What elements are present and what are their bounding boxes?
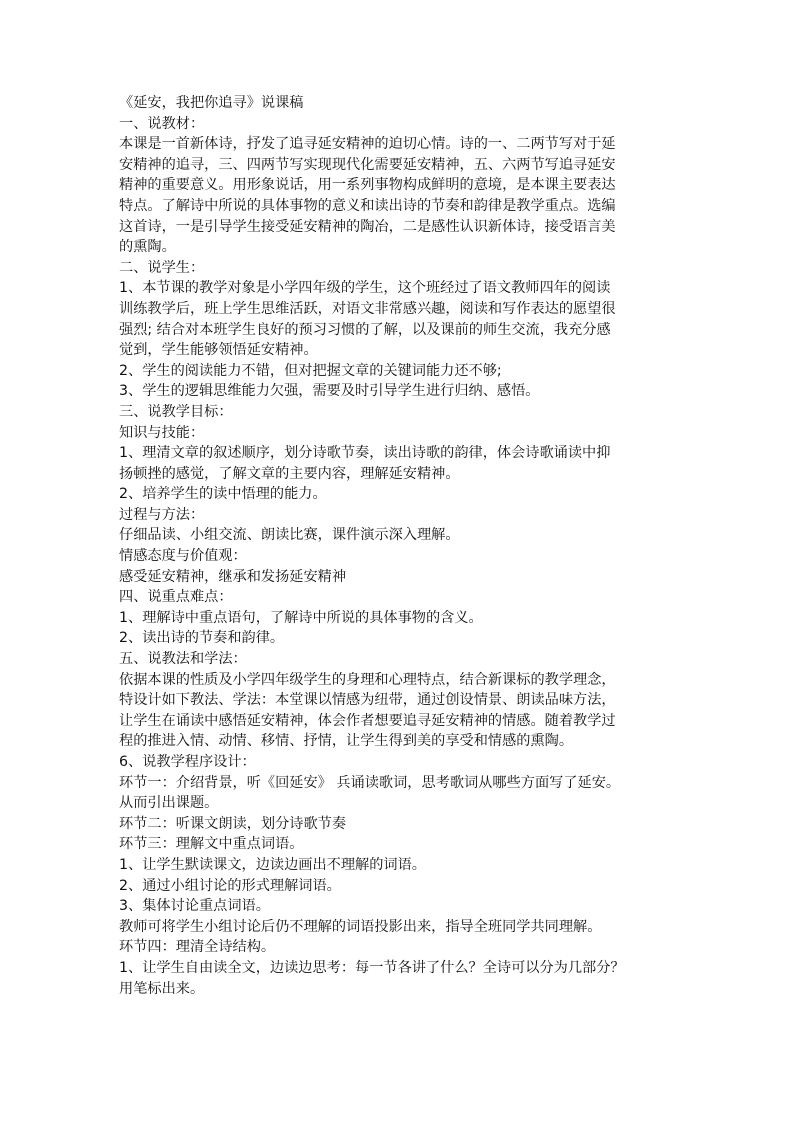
text-line: 的熏陶。 [119, 239, 176, 256]
text-line: 精神的重要意义。用形象说话，用一系列事物构成鲜明的意境，是本课主要表达 [119, 177, 616, 194]
text-line: 2、学生的阅读能力不错，但对把握文章的关键词能力还不够; [119, 362, 502, 379]
text-line: 环节二：听课文朗读，划分诗歌节奏 [119, 815, 347, 832]
text-line: 从而引出课题。 [119, 795, 219, 812]
text-line: 特设计如下教法、学法：本堂课以情感为纽带，通过创设情景、朗读品味方法， [119, 692, 616, 709]
text-line: 用笔标出来。 [119, 980, 205, 997]
text-line: 2、通过小组讨论的形式理解词语。 [119, 877, 341, 894]
text-line: 特点。了解诗中所说的具体事物的意义和读出诗的节奏和韵律是教学重点。选编 [119, 197, 616, 214]
text-line: 这首诗，一是引导学生接受延安精神的陶冶，二是感性认识新体诗，接受语言美 [119, 218, 616, 235]
text-line: 1、理清文章的叙述顺序，划分诗歌节奏，读出诗歌的韵律，体会诗歌诵读中抑 [119, 445, 611, 462]
text-line: 3、集体讨论重点词语。 [119, 898, 270, 915]
text-line: 1、让学生自由读全文，边读边思考：每一节各讲了什么？全诗可以分为几部分？ [119, 959, 625, 976]
text-line: 知识与技能： [119, 424, 205, 441]
text-line: 过程与方法： [119, 506, 205, 523]
text-line: 1、本节课的教学对象是小学四年级的学生，这个班经过了语文教师四年的阅读 [119, 280, 611, 297]
text-line: 本课是一首新体诗，抒发了追寻延安精神的迫切心情。诗的一、二两节写对于延 [119, 136, 616, 153]
text-line: 环节一：介绍背景，听《回延安》 兵诵读歌词，思考歌词从哪些方面写了延安。 [119, 774, 621, 791]
text-line: 6、说教学程序设计： [119, 754, 256, 770]
text-line: 四、说重点难点： [119, 589, 233, 606]
text-line: 强烈; 结合对本班学生良好的预习习惯的了解，以及课前的师生交流，我充分感 [119, 321, 611, 338]
text-line: 让学生在诵读中感悟延安精神，体会作者想要追寻延安精神的情感。随着教学过 [119, 712, 616, 729]
text-line: 1、理解诗中重点语句，了解诗中所说的具体事物的含义。 [119, 609, 483, 626]
text-line: 教师可将学生小组讨论后仍不理解的词语投影出来，指导全班同学共同理解。 [119, 918, 602, 935]
document-body [119, 114, 691, 1000]
text-line: 扬顿挫的感觉，了解文章的主要内容，理解延安精神。 [119, 465, 460, 482]
text-line: 情感态度与价值观： [119, 548, 247, 565]
text-line: 2、读出诗的节奏和韵律。 [119, 630, 285, 647]
text-line: 一、说教材： [119, 115, 205, 132]
document-title: 《延安，我把你追寻》说课稿 [119, 95, 304, 111]
text-line: 训练教学后，班上学生思维活跃，对语文非常感兴趣，阅读和写作表达的愿望很 [119, 300, 616, 317]
text-line: 依据本课的性质及小学四年级学生的身理和心理特点，结合新课标的教学理念， [119, 671, 616, 688]
text-line: 环节三：理解文中重点词语。 [119, 836, 304, 853]
text-line: 安精神的追寻，三、四两节写实现现代化需要延安精神，五、六两节写追寻延安 [119, 156, 616, 173]
text-line: 五、说教法和学法： [119, 651, 247, 668]
text-line: 环节四：理清全诗结构。 [119, 939, 276, 956]
text-line: 1、让学生默读课文，边读边画出不理解的词语。 [119, 856, 426, 873]
text-line: 三、说教学目标： [119, 403, 233, 420]
text-line: 觉到，学生能够领悟延安精神。 [119, 342, 318, 359]
text-line: 3、学生的逻辑思维能力欠强，需要及时引导学生进行归纳、感悟。 [119, 383, 540, 400]
text-line: 仔细品读、小组交流、朗读比赛，课件演示深入理解。 [119, 527, 460, 544]
document-page [119, 93, 691, 999]
text-line: 2、培养学生的读中悟理的能力。 [119, 486, 327, 503]
text-line: 感受延安精神，继承和发扬延安精神 [119, 568, 347, 585]
text-line: 二、说学生： [119, 259, 205, 276]
text-line: 程的推进入情、动情、移情、抒情，让学生得到美的享受和情感的熏陶。 [119, 733, 574, 750]
